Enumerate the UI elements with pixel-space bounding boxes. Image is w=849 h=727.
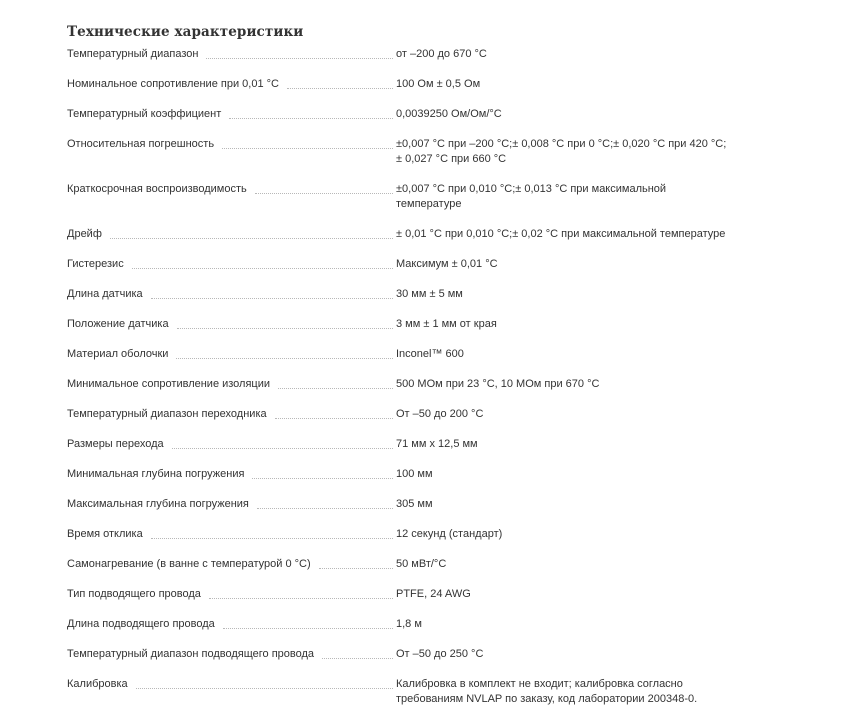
spec-label: Номинальное сопротивление при 0,01 °C xyxy=(67,78,279,90)
spec-label: Температурный диапазон переходника xyxy=(67,408,267,420)
spec-label-cell xyxy=(67,317,396,332)
spec-row xyxy=(67,137,787,182)
spec-value: 100 мм xyxy=(396,468,433,480)
spec-label: Тип подводящего провода xyxy=(67,588,201,600)
spec-row xyxy=(67,182,787,227)
spec-value: Inconel™ 600 xyxy=(396,348,464,360)
spec-row xyxy=(67,47,787,77)
spec-value: Калибровка в комплект не входит; калибровка согласно требованиям NVLAP по заказу, код лаборатории 200348-0. xyxy=(396,678,698,705)
dotted-leader xyxy=(172,448,393,449)
spec-value: ±0,007 °C при –200 °C;± 0,008 °C при 0 °C;± 0,020 °C при 420 °C; ± 0,027 °C при 660 °C xyxy=(396,138,727,165)
spec-label: Температурный диапазон подводящего провода xyxy=(67,648,315,660)
spec-label: Размеры перехода xyxy=(67,438,164,450)
spec-row xyxy=(67,557,787,587)
spec-label-cell xyxy=(67,287,396,302)
spec-row xyxy=(67,77,787,107)
dotted-leader xyxy=(319,568,393,569)
spec-list xyxy=(67,47,787,722)
spec-label: Калибровка xyxy=(67,678,128,690)
spec-row xyxy=(67,317,787,347)
spec-label-cell xyxy=(67,617,396,632)
dotted-leader xyxy=(278,388,393,389)
spec-value: 30 мм ± 5 мм xyxy=(396,288,463,300)
dotted-leader xyxy=(223,628,393,629)
dotted-leader xyxy=(257,508,393,509)
dotted-leader xyxy=(176,358,393,359)
spec-value: 305 мм xyxy=(396,498,433,510)
spec-row xyxy=(67,287,787,317)
spec-label-cell xyxy=(67,77,396,92)
spec-heading: Технические характеристики xyxy=(67,24,304,40)
dotted-leader xyxy=(177,328,393,329)
spec-label-cell xyxy=(67,107,396,122)
dotted-leader xyxy=(136,688,393,689)
spec-label: Относительная погрешность xyxy=(67,138,215,150)
spec-label-cell xyxy=(67,47,396,62)
dotted-leader xyxy=(206,58,393,59)
spec-label-cell xyxy=(67,377,396,392)
spec-row xyxy=(67,347,787,377)
spec-row xyxy=(67,107,787,137)
spec-row xyxy=(67,467,787,497)
spec-value: от –200 до 670 °C xyxy=(396,48,487,60)
spec-row xyxy=(67,257,787,287)
spec-label-cell xyxy=(67,677,396,692)
spec-label-cell xyxy=(67,407,396,422)
spec-row xyxy=(67,407,787,437)
spec-label-cell xyxy=(67,182,396,197)
spec-value: 3 мм ± 1 мм от края xyxy=(396,318,497,330)
spec-value: ±0,007 °C при 0,010 °C;± 0,013 °C при максимальной температуре xyxy=(396,183,667,210)
spec-label-cell xyxy=(67,137,396,152)
spec-label: Температурный коэффициент xyxy=(67,108,222,120)
spec-label: Материал оболочки xyxy=(67,348,169,360)
spec-label: Максимальная глубина погружения xyxy=(67,498,249,510)
spec-label: Краткосрочная воспроизводимость xyxy=(67,183,247,195)
spec-value: 1,8 м xyxy=(396,618,422,630)
spec-label-cell xyxy=(67,467,396,482)
spec-section xyxy=(67,0,787,722)
spec-label: Гистерезис xyxy=(67,258,124,270)
dotted-leader xyxy=(229,118,393,119)
spec-label: Минимальная глубина погружения xyxy=(67,468,245,480)
spec-label-cell xyxy=(67,497,396,512)
spec-label-cell xyxy=(67,227,396,242)
spec-label-cell xyxy=(67,527,396,542)
spec-value: 50 мВт/°C xyxy=(396,558,447,570)
spec-row xyxy=(67,437,787,467)
spec-row xyxy=(67,647,787,677)
spec-label: Длина датчика xyxy=(67,288,143,300)
dotted-leader xyxy=(322,658,393,659)
spec-value: 71 мм x 12,5 мм xyxy=(396,438,478,450)
spec-value: Максимум ± 0,01 °C xyxy=(396,258,498,270)
spec-row xyxy=(67,497,787,527)
dotted-leader xyxy=(110,238,393,239)
dotted-leader xyxy=(151,298,393,299)
spec-label: Самонагревание (в ванне с температурой 0 °C) xyxy=(67,558,311,570)
spec-row xyxy=(67,677,787,722)
spec-label: Минимальное сопротивление изоляции xyxy=(67,378,271,390)
spec-value: 100 Ом ± 0,5 Ом xyxy=(396,78,481,90)
spec-label-cell xyxy=(67,587,396,602)
spec-row xyxy=(67,377,787,407)
spec-value: 12 секунд (стандарт) xyxy=(396,528,503,540)
dotted-leader xyxy=(132,268,393,269)
dotted-leader xyxy=(255,193,393,194)
spec-label-cell xyxy=(67,257,396,272)
spec-label: Температурный диапазон xyxy=(67,48,199,60)
spec-row xyxy=(67,227,787,257)
spec-row xyxy=(67,587,787,617)
dotted-leader xyxy=(287,88,393,89)
spec-label-cell xyxy=(67,647,396,662)
spec-label: Длина подводящего провода xyxy=(67,618,215,630)
spec-label: Положение датчика xyxy=(67,318,169,330)
spec-label: Время отклика xyxy=(67,528,143,540)
spec-label-cell xyxy=(67,347,396,362)
dotted-leader xyxy=(222,148,393,149)
spec-value: PTFE, 24 AWG xyxy=(396,588,471,600)
spec-row xyxy=(67,617,787,647)
spec-label-cell xyxy=(67,437,396,452)
spec-row xyxy=(67,527,787,557)
dotted-leader xyxy=(151,538,393,539)
spec-label: Дрейф xyxy=(67,228,102,240)
spec-value: 0,0039250 Ом/Ом/°C xyxy=(396,108,502,120)
spec-value: От –50 до 250 °C xyxy=(396,648,484,660)
dotted-leader xyxy=(275,418,393,419)
dotted-leader xyxy=(209,598,393,599)
spec-value: ± 0,01 °C при 0,010 °C;± 0,02 °C при максимальной температуре xyxy=(396,228,726,240)
spec-label-cell xyxy=(67,557,396,572)
spec-value: От –50 до 200 °C xyxy=(396,408,484,420)
spec-value: 500 МОм при 23 °C, 10 МОм при 670 °C xyxy=(396,378,600,390)
dotted-leader xyxy=(252,478,393,479)
